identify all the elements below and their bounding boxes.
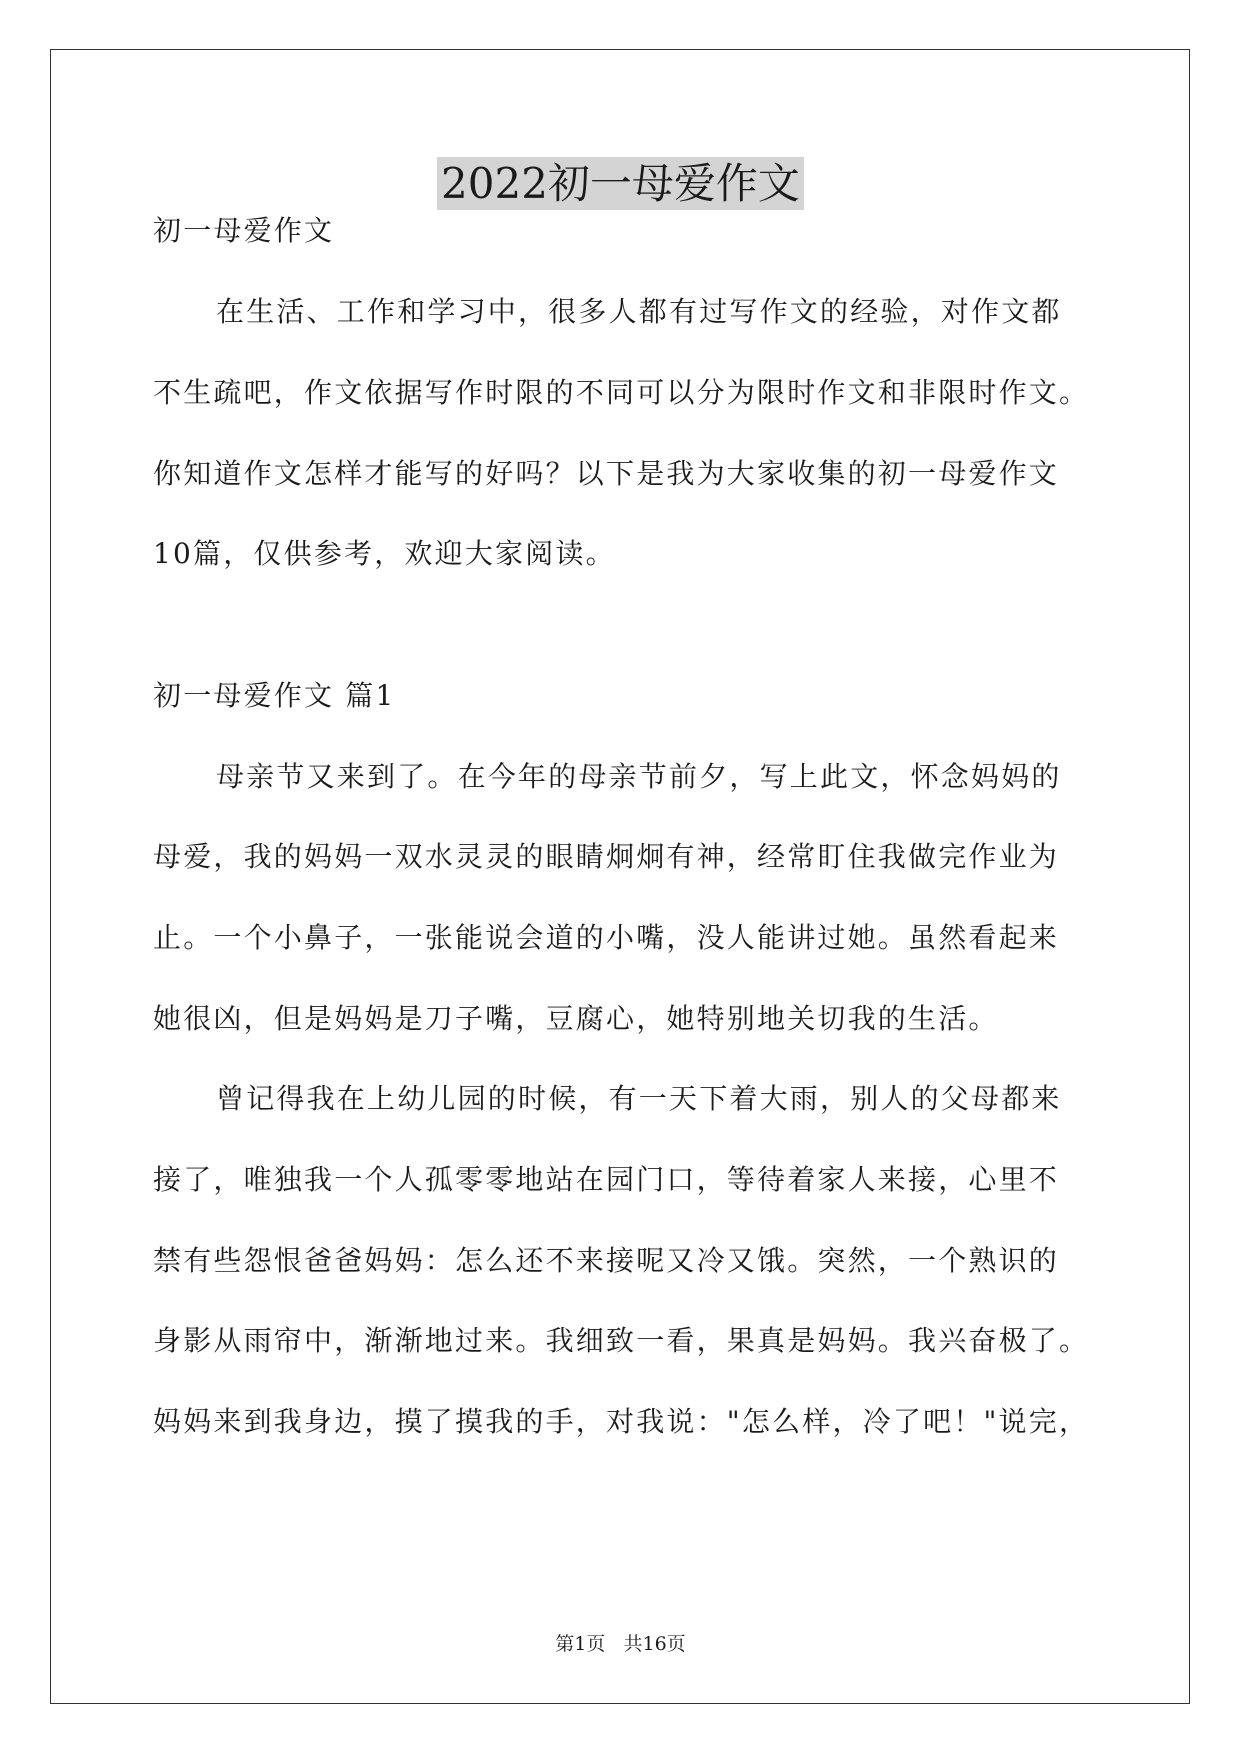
paragraph-line: 不生疏吧，作文依据写作时限的不同可以分为限时作文和非限时作文。 — [153, 376, 1090, 409]
paragraph-line: 接了，唯独我一个人孤零零地站在园门口，等待着家人来接，心里不 — [153, 1163, 1060, 1196]
paragraph-line: 母爱，我的妈妈一双水灵灵的眼睛炯炯有神，经常盯住我做完作业为 — [153, 840, 1060, 873]
paragraph-line: 身影从雨帘中，渐渐地过来。我细致一看，果真是妈妈。我兴奋极了。 — [153, 1324, 1090, 1357]
paragraph-line: 10篇，仅供参考，欢迎大家阅读。 — [153, 537, 616, 570]
paragraph-line: 禁有些怨恨爸爸妈妈：怎么还不来接呢又冷又饿。突然，一个熟识的 — [153, 1244, 1060, 1277]
paragraph-line: 在生活、工作和学习中，很多人都有过写作文的经验，对作文都 — [216, 295, 1062, 328]
paragraph-line: 止。一个小鼻子，一张能说会道的小嘴，没人能讲过她。虽然看起来 — [153, 921, 1060, 954]
paragraph-line: 妈妈来到我身边，摸了摸我的手，对我说："怎么样，冷了吧！"说完， — [153, 1405, 1090, 1438]
paragraph-line: 母亲节又来到了。在今年的母亲节前夕，写上此文，怀念妈妈的 — [216, 760, 1062, 793]
document-title-text: 2022初一母爱作文 — [437, 157, 804, 210]
paragraph-line: 她很凶，但是妈妈是刀子嘴，豆腐心，她特别地关切我的生活。 — [153, 1002, 999, 1035]
section-heading: 初一母爱作文 篇1 — [153, 679, 396, 712]
document-title — [0, 155, 1241, 213]
paragraph-line: 你知道作文怎样才能写的好吗？以下是我为大家收集的初一母爱作文 — [153, 457, 1060, 490]
paragraph-line: 曾记得我在上幼儿园的时候，有一天下着大雨，别人的父母都来 — [216, 1082, 1062, 1115]
subtitle-line: 初一母爱作文 — [153, 214, 335, 247]
page-footer: 第1页 共16页 — [555, 1633, 686, 1655]
